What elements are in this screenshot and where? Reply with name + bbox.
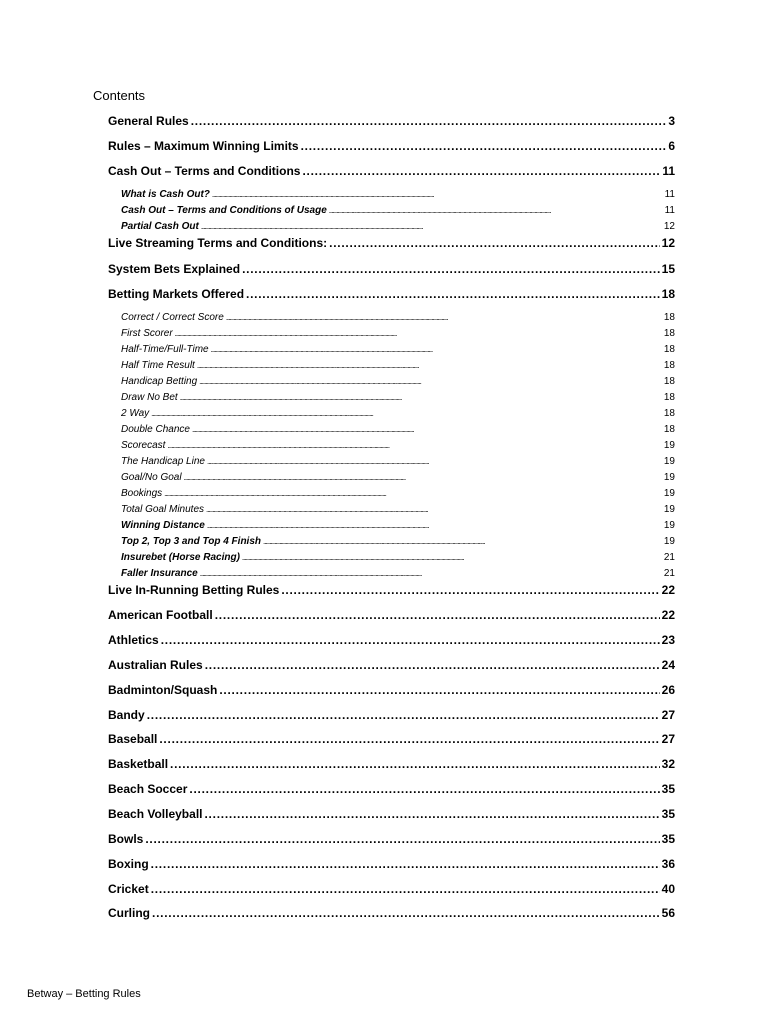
toc-entry[interactable]	[108, 113, 675, 129]
toc-entry[interactable]	[108, 856, 675, 872]
toc-page-number: 12	[661, 236, 675, 250]
toc-entry-title: Bookings	[121, 488, 163, 499]
toc-dot-leader	[159, 731, 659, 747]
toc-entry-title: Half Time Result	[121, 360, 195, 371]
toc-dot-leader	[281, 582, 659, 598]
toc-subentry[interactable]	[121, 503, 675, 517]
toc-entry-title: Cash Out – Terms and Conditions	[108, 164, 301, 178]
toc-page-number: 56	[661, 906, 675, 920]
toc-entry-title: Top 2, Top 3 and Top 4 Finish	[121, 536, 261, 547]
toc-entry-title: Double Chance	[121, 424, 190, 435]
toc-entry-title: Rules – Maximum Winning Limits	[108, 139, 299, 153]
toc-dot-leader	[147, 707, 660, 723]
toc-subentry[interactable]	[121, 204, 675, 218]
toc-entry-title: Partial Cash Out	[121, 221, 199, 232]
toc-page-number: 19	[663, 536, 675, 547]
toc-dot-leader	[242, 551, 662, 565]
toc-page-number: 3	[668, 114, 675, 128]
toc-subentry[interactable]	[121, 311, 675, 325]
toc-entry-title: Winning Distance	[121, 520, 205, 531]
toc-page-number: 21	[663, 552, 675, 563]
toc-page-number: 15	[661, 262, 675, 276]
contents-heading: Contents	[93, 88, 146, 103]
toc-dot-leader	[175, 327, 662, 341]
toc-dot-leader	[192, 423, 662, 437]
toc-subentry[interactable]	[121, 551, 675, 565]
toc-dot-leader	[161, 632, 660, 648]
toc-entry-title: Boxing	[108, 857, 149, 871]
toc-page-number: 18	[661, 287, 675, 301]
toc-page-number: 18	[663, 328, 675, 339]
toc-dot-leader	[201, 220, 662, 234]
toc-entry-title: 2 Way	[121, 408, 150, 419]
toc-subentry[interactable]	[121, 519, 675, 533]
toc-page-number: 36	[661, 857, 675, 871]
toc-dot-leader	[151, 881, 660, 897]
toc-entry[interactable]	[108, 756, 675, 772]
toc-subentry[interactable]	[121, 359, 675, 373]
toc-dot-leader	[180, 391, 662, 405]
toc-page-number: 32	[661, 757, 675, 771]
toc-subentry[interactable]	[121, 535, 675, 549]
toc-subentry[interactable]	[121, 327, 675, 341]
toc-dot-leader	[167, 439, 661, 453]
toc-dot-leader	[164, 487, 662, 501]
toc-page-number: 35	[661, 782, 675, 796]
toc-dot-leader	[152, 905, 660, 921]
toc-entry[interactable]	[108, 905, 675, 921]
toc-dot-leader	[215, 607, 660, 623]
toc-page-number: 26	[661, 683, 675, 697]
toc-dot-leader	[212, 188, 663, 202]
toc-subentry[interactable]	[121, 471, 675, 485]
toc-entry[interactable]	[108, 682, 675, 698]
toc-entry-title: Cricket	[108, 882, 149, 896]
toc-dot-leader	[242, 261, 660, 277]
toc-entry[interactable]	[108, 831, 675, 847]
toc-dot-leader	[219, 682, 659, 698]
toc-entry[interactable]	[108, 163, 675, 179]
toc-dot-leader	[246, 286, 660, 302]
toc-subentry[interactable]	[121, 220, 675, 234]
toc-page-number: 6	[668, 139, 675, 153]
toc-entry-title: Draw No Bet	[121, 392, 178, 403]
toc-entry-title: Live In-Running Betting Rules	[108, 583, 280, 597]
toc-page-number: 11	[664, 205, 675, 216]
toc-dot-leader	[197, 359, 662, 373]
toc-page-number: 35	[661, 832, 675, 846]
toc-dot-leader	[302, 163, 660, 179]
toc-entry-title: Total Goal Minutes	[121, 504, 205, 515]
toc-entry-title: Betting Markets Offered	[108, 287, 245, 301]
toc-subentry[interactable]	[121, 423, 675, 437]
toc-entry-title: Baseball	[108, 732, 158, 746]
toc-entry-title: Live Streaming Terms and Conditions:	[108, 236, 328, 250]
toc-subentry[interactable]	[121, 407, 675, 421]
toc-page-number: 18	[663, 312, 675, 323]
toc-entry[interactable]	[108, 261, 675, 277]
toc-subentry[interactable]	[121, 343, 675, 357]
toc-page-number: 11	[664, 189, 675, 200]
toc-entry-title: Cash Out – Terms and Conditions of Usage	[121, 205, 327, 216]
toc-page-number: 24	[661, 658, 675, 672]
toc-dot-leader	[207, 519, 662, 533]
toc-entry-title: Curling	[108, 906, 150, 920]
toc-entry-title: Half-Time/Full-Time	[121, 344, 209, 355]
toc-subentry[interactable]	[121, 455, 675, 469]
page-footer: Betway – Betting Rules	[27, 988, 141, 1000]
toc-entry-title: Badminton/Squash	[108, 683, 218, 697]
toc-entry[interactable]	[108, 881, 675, 897]
toc-entry[interactable]	[108, 235, 675, 251]
toc-entry-title: Beach Volleyball	[108, 807, 203, 821]
toc-entry-title: American Football	[108, 608, 213, 622]
toc-entry[interactable]	[108, 607, 675, 623]
toc-dot-leader	[204, 806, 659, 822]
toc-entry-title: General Rules	[108, 114, 189, 128]
toc-page-number: 18	[663, 408, 675, 419]
toc-subentry[interactable]	[121, 439, 675, 453]
toc-entry[interactable]	[108, 286, 675, 302]
toc-entry-title: Bandy	[108, 708, 145, 722]
toc-entry-title: System Bets Explained	[108, 262, 241, 276]
toc-entry[interactable]	[108, 781, 675, 797]
toc-entry[interactable]	[108, 806, 675, 822]
toc-entry-title: Basketball	[108, 757, 169, 771]
toc-page-number: 21	[663, 568, 675, 579]
toc-page-number: 18	[663, 344, 675, 355]
toc-page-number: 19	[663, 440, 675, 451]
toc-page-number: 18	[663, 360, 675, 371]
toc-entry[interactable]	[108, 731, 675, 747]
toc-dot-leader	[151, 856, 660, 872]
toc-dot-leader	[207, 455, 662, 469]
toc-dot-leader	[189, 781, 659, 797]
toc-entry[interactable]	[108, 138, 675, 154]
toc-subentry[interactable]	[121, 487, 675, 501]
toc-subentry[interactable]	[121, 567, 675, 581]
toc-page-number: 23	[661, 633, 675, 647]
toc-dot-leader	[170, 756, 660, 772]
toc-page-number: 22	[661, 583, 675, 597]
toc-dot-leader	[191, 113, 667, 129]
toc-dot-leader	[206, 503, 662, 517]
toc-entry-title: Australian Rules	[108, 658, 203, 672]
toc-page-number: 19	[663, 456, 675, 467]
toc-page-number: 18	[663, 424, 675, 435]
toc-entry[interactable]	[108, 582, 675, 598]
toc-dot-leader	[151, 407, 662, 421]
toc-dot-leader	[205, 657, 660, 673]
toc-dot-leader	[263, 535, 662, 549]
toc-dot-leader	[226, 311, 662, 325]
toc-dot-leader	[301, 138, 667, 154]
toc-entry-title: Athletics	[108, 633, 159, 647]
toc-entry-title: Correct / Correct Score	[121, 312, 224, 323]
toc-page-number: 18	[663, 376, 675, 387]
toc-dot-leader	[329, 235, 660, 251]
toc-entry-title: What is Cash Out?	[121, 189, 210, 200]
toc-entry-title: Handicap Betting	[121, 376, 198, 387]
toc-entry-title: Beach Soccer	[108, 782, 188, 796]
toc-page-number: 27	[661, 708, 675, 722]
toc-page-number: 19	[663, 520, 675, 531]
toc-page-number: 18	[663, 392, 675, 403]
toc-subentry[interactable]	[121, 375, 675, 389]
toc-entry[interactable]	[108, 632, 675, 648]
toc-entry-title: First Scorer	[121, 328, 173, 339]
toc-page-number: 11	[662, 164, 675, 178]
toc-dot-leader	[329, 204, 663, 218]
toc-dot-leader	[199, 375, 662, 389]
toc-entry-title: Bowls	[108, 832, 144, 846]
toc-page-number: 19	[663, 472, 675, 483]
toc-dot-leader	[200, 567, 662, 581]
toc-dot-leader	[184, 471, 662, 485]
toc-page-number: 40	[661, 882, 675, 896]
toc-subentry[interactable]	[121, 391, 675, 405]
toc-page-number: 35	[661, 807, 675, 821]
toc-page-number: 19	[663, 504, 675, 515]
toc-entry-title: Goal/No Goal	[121, 472, 182, 483]
toc-page-number: 12	[663, 221, 675, 232]
toc-entry[interactable]	[108, 707, 675, 723]
toc-entry-title: Insurebet (Horse Racing)	[121, 552, 240, 563]
toc-entry-title: The Handicap Line	[121, 456, 205, 467]
toc-page-number: 27	[661, 732, 675, 746]
toc-entry-title: Scorecast	[121, 440, 166, 451]
toc-entry[interactable]	[108, 657, 675, 673]
toc-entry-title: Faller Insurance	[121, 568, 198, 579]
toc-page-number: 22	[661, 608, 675, 622]
toc-page-number: 19	[663, 488, 675, 499]
toc-subentry[interactable]	[121, 188, 675, 202]
toc-dot-leader	[211, 343, 662, 357]
toc-dot-leader	[145, 831, 659, 847]
